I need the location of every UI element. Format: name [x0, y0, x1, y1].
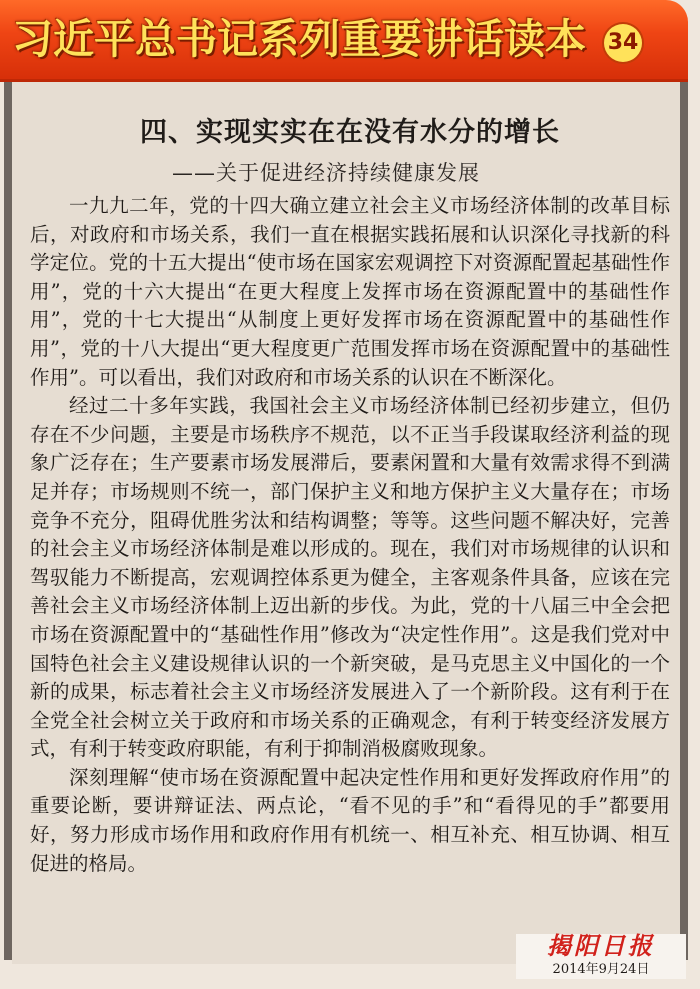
series-title: 习近平总书记系列重要讲话读本	[12, 15, 586, 63]
header-banner	[0, 0, 688, 82]
paragraph: 一九九二年，党的十四大确立建立社会主义市场经济体制的改革目标后，对政府和市场关系，我们一直在根据实践拓展和认识深化寻找新的科学定位。党的十五大提出“使市场在国家宏观调控下对资源配置起基础性作用”，党的十六大提出“在更大程度上发挥市场在资源配置中的基础性作用”，党的十七大提出“从制度上更好发挥市场在资源配置中的基础性作用”，党的十八大提出“更大程度更广范围发挥市场在资源配置中的基础性作用”。可以看出，我们对政府和市场关系的认识在不断深化。	[30, 194, 670, 389]
newspaper-logo: 揭阳日报	[547, 931, 655, 960]
publication-date: 2014年9月24日	[516, 960, 686, 979]
page-number-badge: 34	[604, 24, 642, 62]
article-subtitle: ——关于促进经济持续健康发展	[172, 161, 480, 185]
article-title: 四、实现实实在在没有水分的增长	[140, 117, 560, 148]
paragraph: 深刻理解“使市场在资源配置中起决定性作用和更好发挥政府作用”的重要论断，要讲辩证法、两点论，“看不见的手”和“看得见的手”都要用好，努力形成市场作用和政府作用有机统一、相互补充、相互协调、相互促进的格局。	[30, 765, 670, 875]
paragraph: 经过二十多年实践，我国社会主义市场经济体制已经初步建立，但仍存在不少问题，主要是市场秩序不规范，以不正当手段谋取经济利益的现象广泛存在；生产要素市场发展滞后，要素闲置和大量有效需求得不到满足并存；市场规则不统一，部门保护主义和地方保护主义大量存在；市场竞争不充分，阻碍优胜劣汰和结构调整；等等。这些问题不解决好，完善的社会主义市场经济体制是难以形成的。现在，我们对市场规律的认识和驾驭能力不断提高，宏观调控体系更为健全，主客观条件具备，应该在完善社会主义市场经济体制上迈出新的步伐。为此，党的十八届三中全会把市场在资源配置中的“基础性作用”修改为“决定性作用”。这是我们党对中国特色社会主义建设规律认识的一个新突破，是马克思主义中国化的一个新的成果，标志着社会主义市场经济发展进入了一个新阶段。这有利于在全党全社会树立关于政府和市场关系的正确观念，有利于转变经济发展方式，有利于转变政府职能，有利于抑制消极腐败现象。	[30, 394, 670, 761]
article-body	[30, 192, 670, 878]
